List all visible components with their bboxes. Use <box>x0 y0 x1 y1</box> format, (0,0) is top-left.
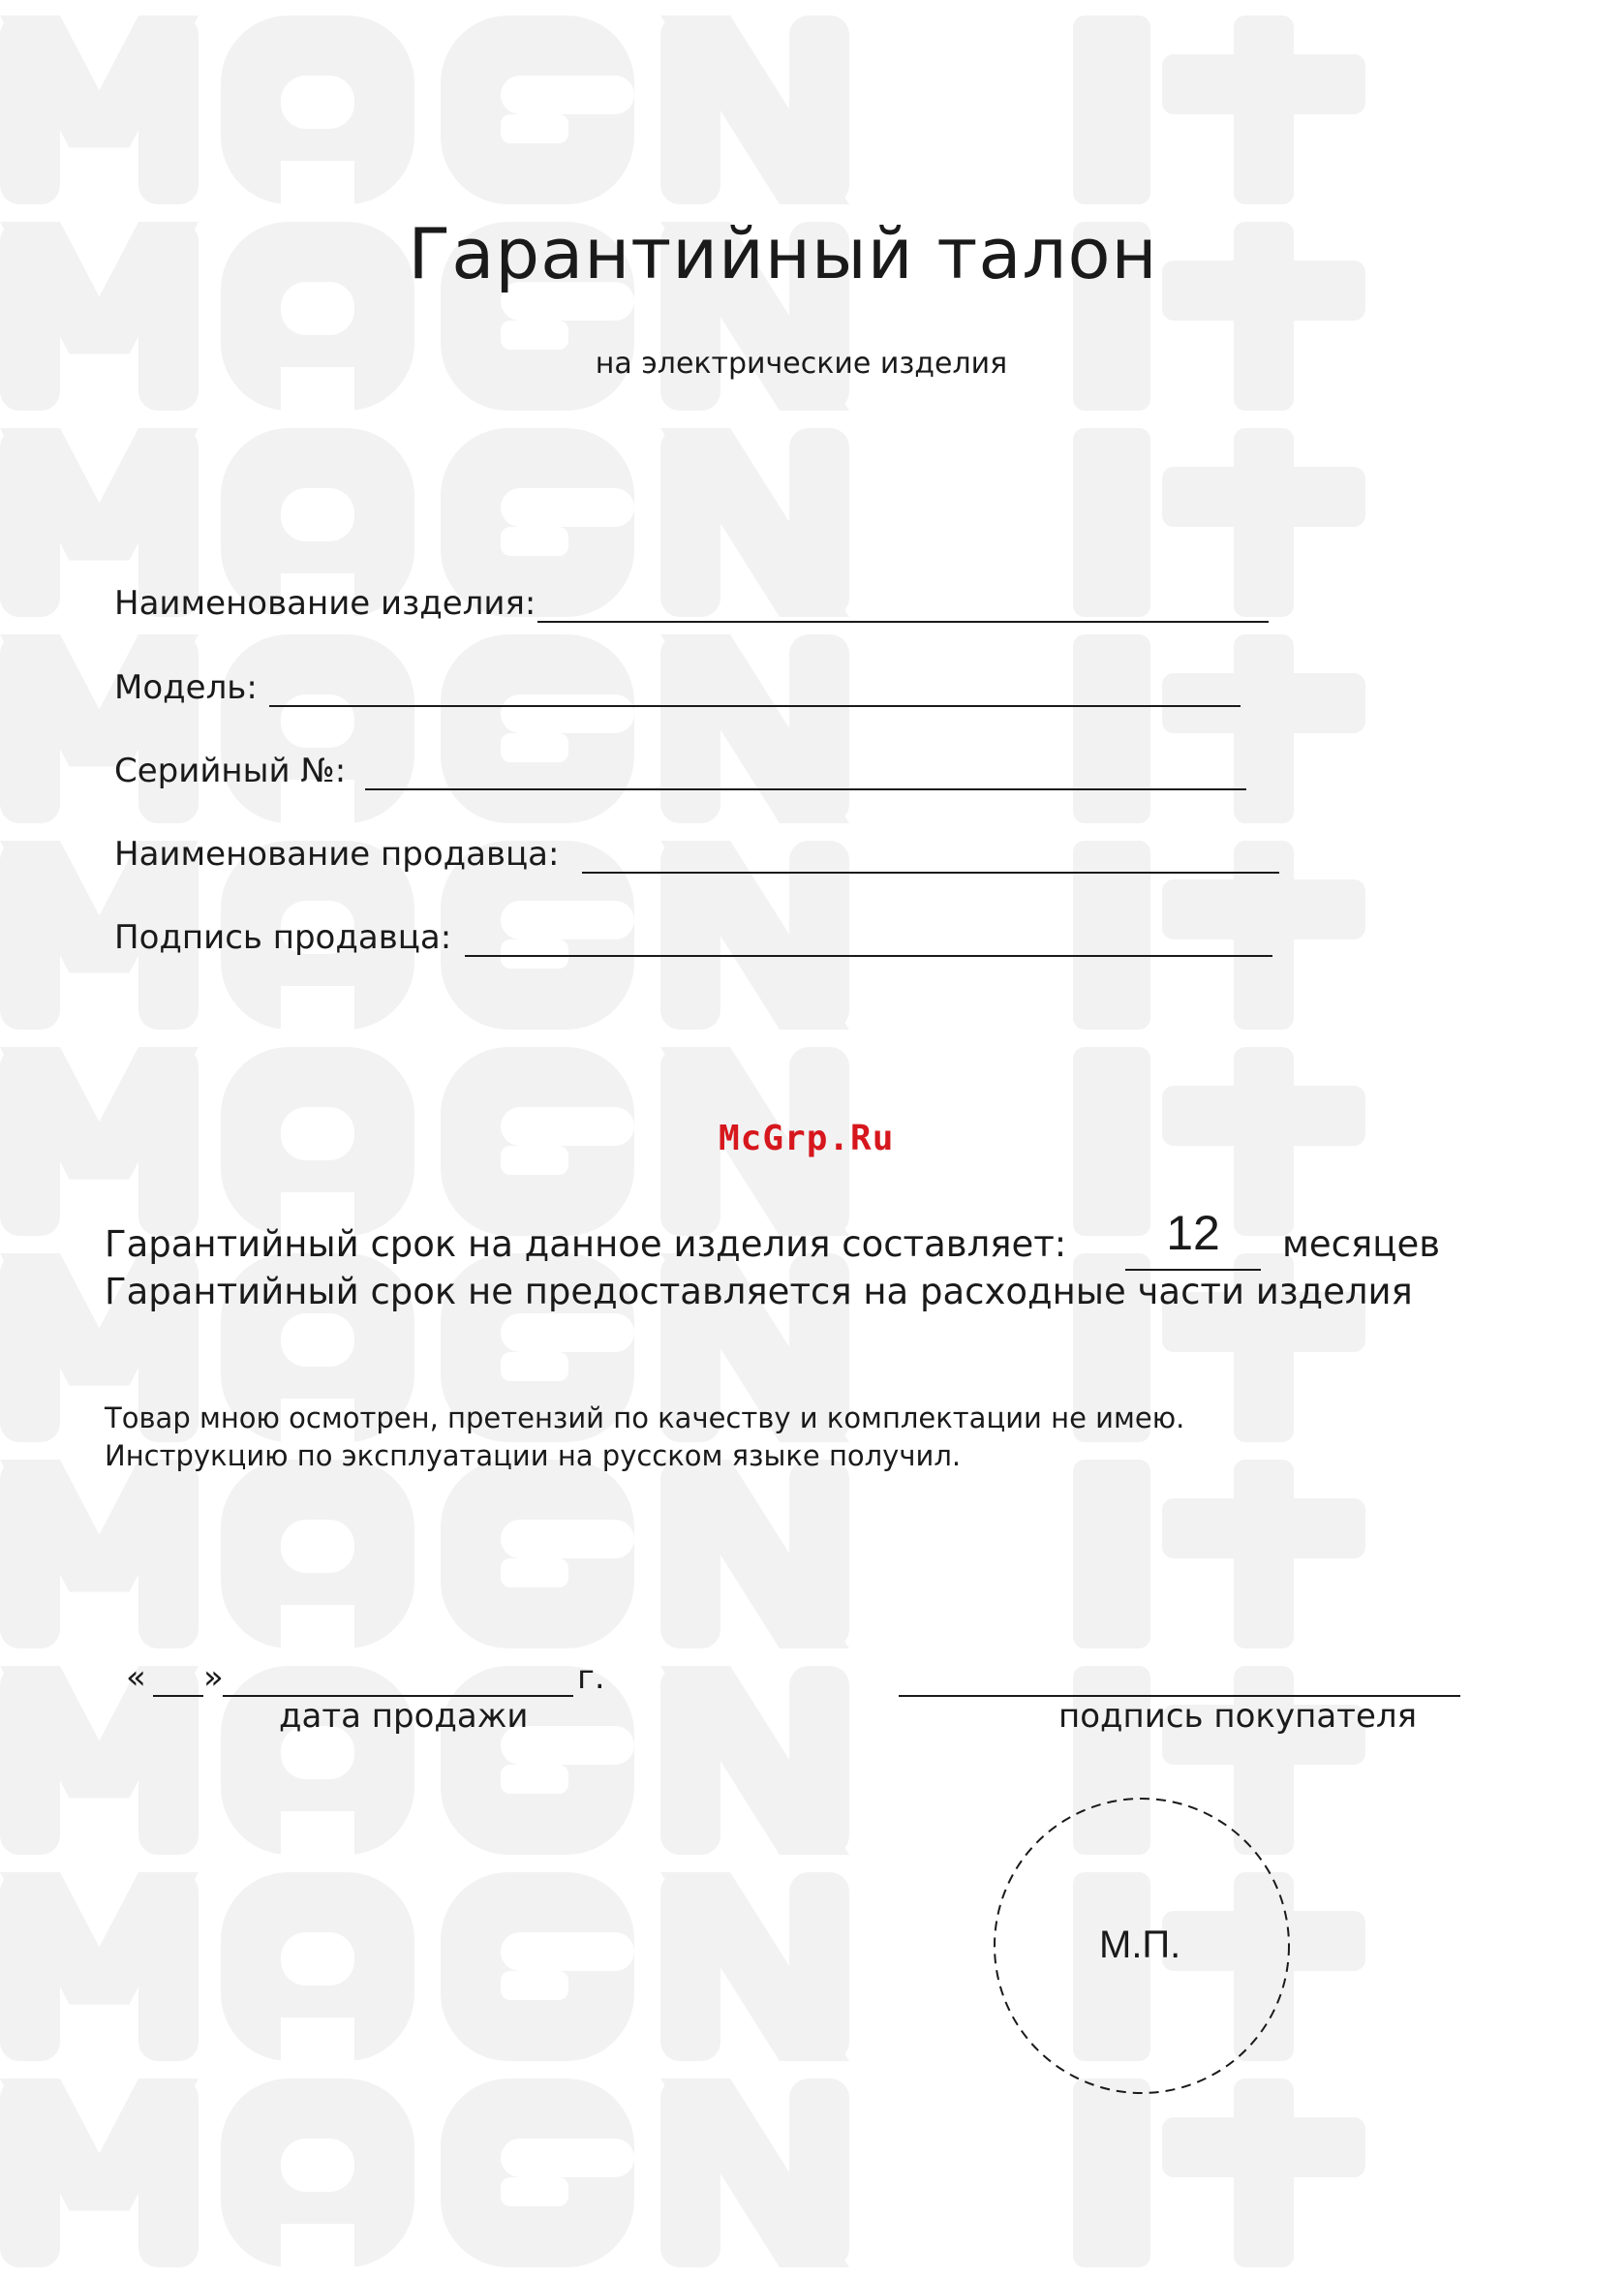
warranty-months-value: 12 <box>1166 1206 1220 1260</box>
field-product-name-label: Наименование изделия: <box>114 584 536 623</box>
sale-date-year-suffix: г. <box>577 1658 605 1697</box>
warranty-months-unit: месяцев <box>1282 1223 1441 1265</box>
field-seller-name-line[interactable] <box>582 839 1279 874</box>
warranty-exclusion-line: Гарантийный срок не предоставляется на расходные части изделия <box>105 1271 1413 1312</box>
sale-date-open-quote: « <box>126 1658 146 1697</box>
field-model-label: Модель: <box>114 668 258 707</box>
field-model <box>114 668 1241 707</box>
buyer-statement-line-2: Инструкцию по эксплуатации на русском языке получил. <box>105 1439 962 1472</box>
field-serial-number-line[interactable] <box>365 755 1246 790</box>
sale-date-day-field[interactable] <box>153 1654 203 1697</box>
site-watermark: McGrp.Ru <box>719 1119 895 1158</box>
page-title: Гарантийный талон <box>408 213 1158 294</box>
field-seller-name <box>114 835 1279 874</box>
field-seller-signature-label: Подпись продавца: <box>114 918 452 957</box>
buyer-signature-caption: подпись покупателя <box>1058 1697 1418 1736</box>
stamp-label: М.П. <box>1099 1924 1181 1966</box>
warranty-term-line: Гарантийный срок на данное изделия составляет: <box>105 1223 1067 1265</box>
sale-date-close-quote: » <box>203 1658 224 1697</box>
field-seller-name-label: Наименование продавца: <box>114 835 560 874</box>
field-seller-signature-line[interactable] <box>465 922 1272 957</box>
field-serial-number <box>114 752 1246 790</box>
field-seller-signature <box>114 918 1272 957</box>
field-product-name <box>114 584 1269 623</box>
buyer-statement-line-1: Товар мною осмотрен, претензий по качеству и комплектации не имею. <box>105 1401 1185 1434</box>
field-serial-number-label: Серийный №: <box>114 752 347 790</box>
field-product-name-line[interactable] <box>537 588 1269 623</box>
buyer-signature-field[interactable] <box>899 1654 1460 1697</box>
field-model-line[interactable] <box>269 672 1241 707</box>
sale-date-caption: дата продажи <box>279 1697 529 1736</box>
page-subtitle: на электрические изделия <box>595 347 1008 381</box>
sale-date-month-year-field[interactable] <box>223 1654 573 1697</box>
warranty-months-field[interactable] <box>1125 1206 1261 1271</box>
